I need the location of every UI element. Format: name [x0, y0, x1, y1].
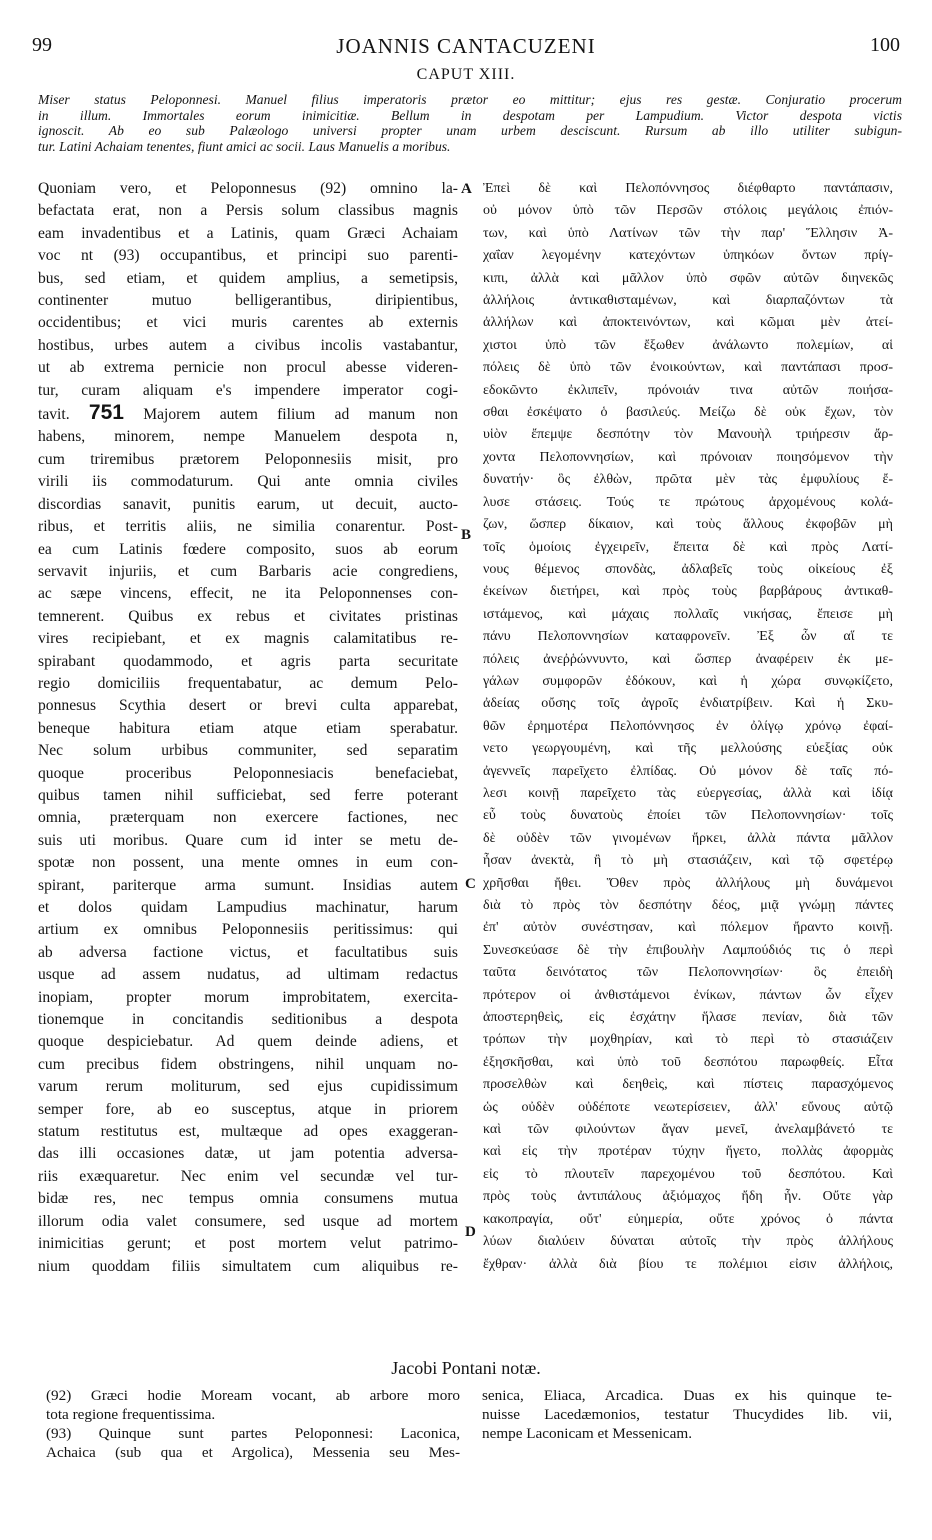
- margin-letter-b: B: [461, 527, 472, 543]
- greek-line: εἰς τὸ πλουτεῖν παρεχομένου τοῦ δεσπότου. Καὶ: [483, 1166, 893, 1182]
- latin-line: habens, minorem, nempe Manuelem despota n,: [38, 428, 458, 446]
- latin-line: temnerent. Quibus ex rebus et civitates pristinas: [38, 607, 458, 625]
- note-line: nuisse Lacedæmonios, testatur Thucydides lib. vii,: [482, 1406, 892, 1423]
- greek-line: πόλεις ἀνεῤῥώννυντο, καὶ ὥσπερ ἀναφέρειν ἐκ με-: [483, 651, 893, 667]
- summary-line: in illum. Immortales eorum inimicitiæ. Bellum in despotam per Lampudium. Victor despota victis: [38, 107, 902, 123]
- greek-line: ἐπ' αὐτὸν συνέστησαν, καὶ πόλεμον ἤραντο κοινῇ.: [483, 920, 893, 936]
- latin-marker-prefix: tavit.: [38, 406, 70, 424]
- greek-line: νετο γεωργουμένη, καὶ τῆς μελλούσης εὐεξίας οὐκ: [483, 741, 893, 757]
- latin-line: das illi occasiones datæ, ut jam potentia adversa-: [38, 1145, 458, 1163]
- page-number-right: 100: [870, 34, 900, 56]
- latin-line: inopiam, propter morum improbitatem, exercita-: [38, 988, 458, 1006]
- latin-line: et dolos quidam Lampudius machinatur, harum: [38, 899, 458, 916]
- chapter-summary: [38, 92, 902, 154]
- greek-line: καὶ τῶν φιλούντων ἄγαν μενεῖ, ἀνελαμβάνετό τε: [483, 1122, 893, 1138]
- greek-line: πάνυ Πελοποννησίων καταφρονεῖν. Ἐξ ὧν αἵ τε: [483, 629, 893, 645]
- greek-line: ταῦτα δεινότατος τῶν Πελοποννησίων· ὃς ἐπειδὴ: [483, 965, 893, 981]
- note-line: (93) Quinque sunt partes Peloponnesi: Laconica,: [46, 1425, 460, 1442]
- latin-line: hostibus, urbes autem a civibus incolis vastabantur,: [38, 336, 458, 354]
- latin-line: ponnesus Scythia desert or brevi culta apparebat,: [38, 697, 458, 715]
- greek-line: ἦσαν ἀνεκτὰ, ἢ τὸ μὴ στασιάζειν, καὶ τῷ σφετέρῳ: [483, 853, 893, 869]
- notes-heading: Jacobi Pontani notæ.: [391, 1358, 541, 1378]
- latin-line: illorum odia valet consumere, sed usque ad mortem: [38, 1212, 458, 1230]
- latin-column: [38, 178, 458, 1278]
- greek-line: καὶ εἰς τὴν προτέραν τύχην ἤγετο, πολλὰς ἀφορμὰς: [483, 1144, 893, 1160]
- latin-line: varum rerum moliturum, sed ejus cupidissimum: [38, 1078, 458, 1096]
- latin-line: spirabant quodammodo, et agris parta securitate: [38, 652, 458, 670]
- greek-line: κιπι, ἀλλὰ καὶ μᾶλλον ὑπὸ σφῶν αὐτῶν διηνεκῶς: [483, 270, 893, 286]
- latin-line: inimicitias gerunt; et post mortem velut patrimo-: [38, 1235, 458, 1253]
- greek-line: Συνεσκεύασε δὲ τὴν ἐπιβουλὴν Λαμπούδιός τις ὁ περὶ: [483, 942, 893, 958]
- note-line: tota regione frequentissima.: [46, 1406, 216, 1423]
- latin-line: tur, curam aliquam e's impendere imperator cogi-: [38, 381, 458, 399]
- latin-line: omnia, præterquam non exercere factiones, nec: [38, 809, 458, 827]
- greek-line: χαΐαν λεγομένην κατεχόντων ὑπηκόων ὄντων πρίγ-: [483, 248, 893, 264]
- greek-line: τρόπων τὴν μοχθηρίαν, καὶ τὸ περὶ τὸ στασιάζειν: [483, 1032, 893, 1048]
- greek-line: ἀγεννεῖς παρεῖχετο ἐλπίδας. Οὐ μόνον δὲ ταῖς πό-: [483, 763, 893, 779]
- latin-line: tionemque in concitandis seditionibus a despota: [38, 1011, 458, 1029]
- running-title: JOANNIS CANTACUZENI: [336, 34, 596, 58]
- latin-line: befactata erat, non a Persis solum classibus magnis: [38, 202, 458, 220]
- greek-line: πόλεις δὲ ὑπὸ τῶν ἐνοικούντων, καὶ παντάπασι προσ-: [483, 360, 893, 376]
- greek-line: υἱὸν ἔπεμψε δεσπότην τὸν Μανουὴλ τριήρεσιν ἄρ-: [483, 427, 893, 443]
- latin-line: ea cum Latinis fœdere composito, suos ab eorum: [38, 540, 458, 558]
- latin-marker-line: [38, 402, 458, 426]
- latin-line: riis exæquaretur. Nec enim vel secundæ vel tur-: [38, 1167, 458, 1185]
- greek-line: κακοπραγία, οὔτ' εὐημερία, οὔτε χρόνος ὁ πάντα: [483, 1211, 893, 1227]
- greek-line: ἔχθραν· ἀλλὰ διὰ βίου τε πολέμιοι εἰσιν ἀλλήλοις,: [483, 1256, 893, 1272]
- margin-letter-c: C: [465, 876, 476, 892]
- greek-line: ἀλλήλων καὶ ἀποκτεινόντων, καὶ κῶμαι μὲν ἀτεί-: [483, 315, 893, 331]
- greek-line: προσελθὼν καὶ δεηθεὶς, καὶ πίστεις παρασχόμενος: [483, 1077, 893, 1093]
- greek-line: των, καὶ ὑπὸ Λατίνων τῶν τὴν παρ' Ἕλλησιν Ἀ-: [483, 225, 893, 241]
- greek-column: [483, 178, 893, 1276]
- summary-line: Miser status Peloponnesi. Manuel filius imperatoris prætor eo mittitur; ejus res gestæ. Conjuratio procerum: [38, 92, 902, 107]
- greek-line: διὰ τὸ πρὸς τὸν δεσπότην δέος, μιᾷ γνώμῃ πάντες: [483, 898, 893, 913]
- latin-line: Nec solum urbibus communiter, sed separatim: [38, 742, 458, 760]
- latin-line: ut ab extrema pernicie non procul abesse videren-: [38, 359, 458, 377]
- latin-line: usque ad assem nudatus, ad ultimam redactus: [38, 966, 458, 984]
- greek-line: ὡς οὐδὲν οὐδέποτε νεωτερίσειεν, ἀλλ' εὔνους αὐτῷ: [483, 1099, 893, 1115]
- greek-line: λυσε στάσεις. Τούς τε πρώτους ἀρχομένους κολά-: [483, 494, 893, 510]
- latin-line: discordias sanavit, punitis earum, ut decuit, aucto-: [38, 495, 458, 513]
- page-marker: 751: [88, 402, 124, 425]
- latin-line: regio domiciliis frequentabatur, ac demum Pelo-: [38, 674, 458, 692]
- summary-line: ignoscit. Ab eo sub Palæologo universi propter unam urbem desciscunt. Rursum ab illo utiliter subigun-: [38, 123, 902, 139]
- latin-line: servavit injuriis, et cum Barbaris acie congrediens,: [38, 562, 458, 580]
- greek-line: λεσι κοινῇ παρεῖχετο τὰς εὐεργεσίας, ἀλλὰ καὶ ἰδίᾳ: [483, 785, 893, 801]
- greek-line: οὐ μόνον ὑπὸ τῶν Περσῶν στόλοις μεγάλοις ἐπιόν-: [483, 203, 893, 219]
- latin-line: voc nt (93) occupantibus, et principi suo parenti-: [38, 247, 458, 265]
- chapter-heading: CAPUT XIII.: [416, 66, 516, 83]
- latin-line: quoque despiciebatur. Ad quem deinde adiens, et: [38, 1033, 458, 1051]
- latin-line: cum precibus fidem obstringens, nihil unquam no-: [38, 1055, 458, 1073]
- greek-line: ἐκείνων διετήρει, καὶ πρὸς τοὺς βαρβάρους ἀντικαθ-: [483, 584, 893, 600]
- latin-line: Quoniam vero, et Peloponnesus (92) omnino la-: [38, 180, 458, 197]
- latin-line: artium ex omnibus Peloponnesiis peritissimus: qui: [38, 921, 458, 939]
- latin-line: cum triremibus prætorem Peloponnesiis misit, pro: [38, 450, 458, 468]
- note-line: (92) Græci hodie Moream vocant, ab arbore moro: [46, 1387, 460, 1404]
- greek-line: πρότερον οἱ ἀνθιστάμενοι ἐνίκων, πάντων ὧν εἶχεν: [483, 987, 893, 1003]
- latin-line: spotæ non possent, una mente omnes in eum con-: [38, 854, 458, 872]
- latin-line: quoque proceribus Peloponnesiacis benefaciebat,: [38, 764, 458, 782]
- latin-line: bus, sed etiam, et quidem amplius, a semetipsis,: [38, 269, 458, 287]
- note-line: senica, Eliaca, Arcadica. Duas ex his quinque te-: [482, 1387, 892, 1404]
- latin-line: vires recipiebant, et ex magnis calamitatibus re-: [38, 630, 458, 648]
- latin-line: ribus, et territis aliis, ne similia conarentur. Post-: [38, 518, 458, 536]
- greek-line: λύων διαλύειν δύναται αὐτοῖς τὴν πρὸς ἀλλήλους: [483, 1234, 893, 1250]
- latin-line: semper fore, ab eo susceptus, atque in priorem: [38, 1100, 458, 1118]
- latin-line: eam invadentibus et a Latinis, quam Græci Achaiam: [38, 224, 458, 242]
- greek-line: δυνατήν· ὃς ἐλθὼν, πρῶτα μὲν τὰς ἐμφυλίους ἔ-: [483, 472, 893, 488]
- margin-letter-a: A: [461, 181, 472, 197]
- greek-line: νους θέμενος σπονδὰς, ἀδλαβεῖς τοὺς οἰκείους ἐξ: [483, 561, 893, 577]
- greek-line: ἀδείας οὔσης τοῖς ἀγροῖς ἐνδιατρίβειν. Καὶ ἡ Σκυ-: [483, 696, 893, 712]
- notes-left-column: [46, 1386, 460, 1462]
- margin-letter-d: D: [465, 1224, 476, 1240]
- greek-line: ἀποστερηθεὶς, εἰς ἐσχάτην ἥλασε πενίαν, διὰ τῶν: [483, 1010, 893, 1026]
- notes-right-column: [482, 1386, 892, 1443]
- greek-line: εὖ τοὺς δυνατοὺς ἐποίει τῶν Πελοποννησίων· τοῖς: [483, 808, 893, 824]
- latin-line: nium quoddam filiis simultatem cum aliquibus re-: [38, 1257, 458, 1275]
- note-line: Achaica (sub qua et Argolica), Messenia seu Mes-: [46, 1444, 460, 1461]
- summary-line: tur. Latini Achaiam tenentes, fiunt amici ac socii. Laus Manuelis a moribus.: [38, 138, 451, 154]
- latin-line: quibus tamen nihil sufficiebat, sed ferre poterant: [38, 786, 458, 804]
- greek-line: γάλων συμφορῶν ἐδόκουν, καὶ ἡ χώρα συνῳκίζετο,: [483, 673, 893, 689]
- greek-line: πρὸς τοὺς ἀντιπάλους ἀξιόμαχος ἤδη ἦν. Οὔτε γὰρ: [483, 1189, 893, 1205]
- latin-line: spirant, pariterque arma sumunt. Insidias autem: [38, 876, 458, 894]
- page-number-left: 99: [32, 34, 52, 56]
- greek-line: ζων, ὥσπερ δίκαιον, καὶ τοὺς ἄλλους ἐκφοβῶν μὴ: [483, 517, 893, 533]
- greek-line: σθαι ἐσκέψατο ὁ βασιλεύς. Μείζω δὲ οὐκ ἔχων, τὸν: [483, 405, 893, 421]
- greek-line: εδοκῶντο ἐκλιπεῖν, πρόνοιάν τινα αὐτῶν ποιήσα-: [483, 382, 893, 398]
- greek-line: ιστάμενος, καὶ μάχαις πολλαῖς νικήσας, ἔπεισε μὴ: [483, 606, 893, 622]
- greek-line: χοντα Πελοποννησίων, καὶ πρόνοιαν ποιησόμενον τὴν: [483, 449, 893, 465]
- latin-line: ab adversa factione victus, et facultatibus suis: [38, 943, 458, 961]
- latin-line: occidentibus; et vici muris carentes ab externis: [38, 314, 458, 332]
- latin-line: continenter mutuo belligerantibus, diripientibus,: [38, 292, 458, 310]
- greek-line: ἐξησκῆσθαι, καὶ ὑπὸ τοῦ δεσπότου παρωφθείς. Εἶτα: [483, 1054, 893, 1070]
- latin-marker-suffix: Majorem autem filium ad manum non: [143, 406, 458, 424]
- running-header: [32, 34, 900, 60]
- note-line: nempe Laconicam et Messenicam.: [482, 1425, 693, 1442]
- latin-line: statum restitutus est, multæque ad opes exaggeran-: [38, 1123, 458, 1141]
- latin-line: ac sæpe vincens, effecit, ne ita Peloponnenses con-: [38, 585, 458, 603]
- latin-line: suis uti moribus. Quare cum id inter se metu de-: [38, 831, 458, 849]
- greek-line: τοῖς ὁμοίοις ἐγχειρεῖν, ἔπειτα δὲ καὶ πρὸς Λατί-: [483, 539, 893, 555]
- greek-line: χιστοι ὑπὸ τῶν ἔξωθεν ἀνάλωντο πολεμίων, αἱ: [483, 337, 893, 353]
- greek-line: ἀλλήλοις ἀντικαθισταμένων, καὶ διαρπαζόντων τὰ: [483, 293, 893, 309]
- greek-line: θῶν ἐρημοτέρα Πελοπόννησος ἐν ὀλίγῳ χρόνῳ ἐφαί-: [483, 718, 893, 734]
- greek-line: Ἐπεὶ δὲ καὶ Πελοπόννησος διέφθαρτο παντάπασιν,: [483, 181, 893, 196]
- latin-line: beneque habitura etiam atque etiam sperabatur.: [38, 719, 458, 737]
- greek-line: χρῆσθαι ἤθει. Ὅθεν πρὸς ἀλλήλους μὴ δυνάμενοι: [483, 875, 893, 891]
- latin-line: bidæ res, nec tempus omnia consumens mutua: [38, 1190, 458, 1208]
- latin-line: virili iis commodaturum. Qui ante omnia civiles: [38, 473, 458, 491]
- greek-line: δὲ οὐδὲν τῶν γινομένων ἤρκει, ἀλλὰ πάντα μᾶλλον: [483, 830, 893, 846]
